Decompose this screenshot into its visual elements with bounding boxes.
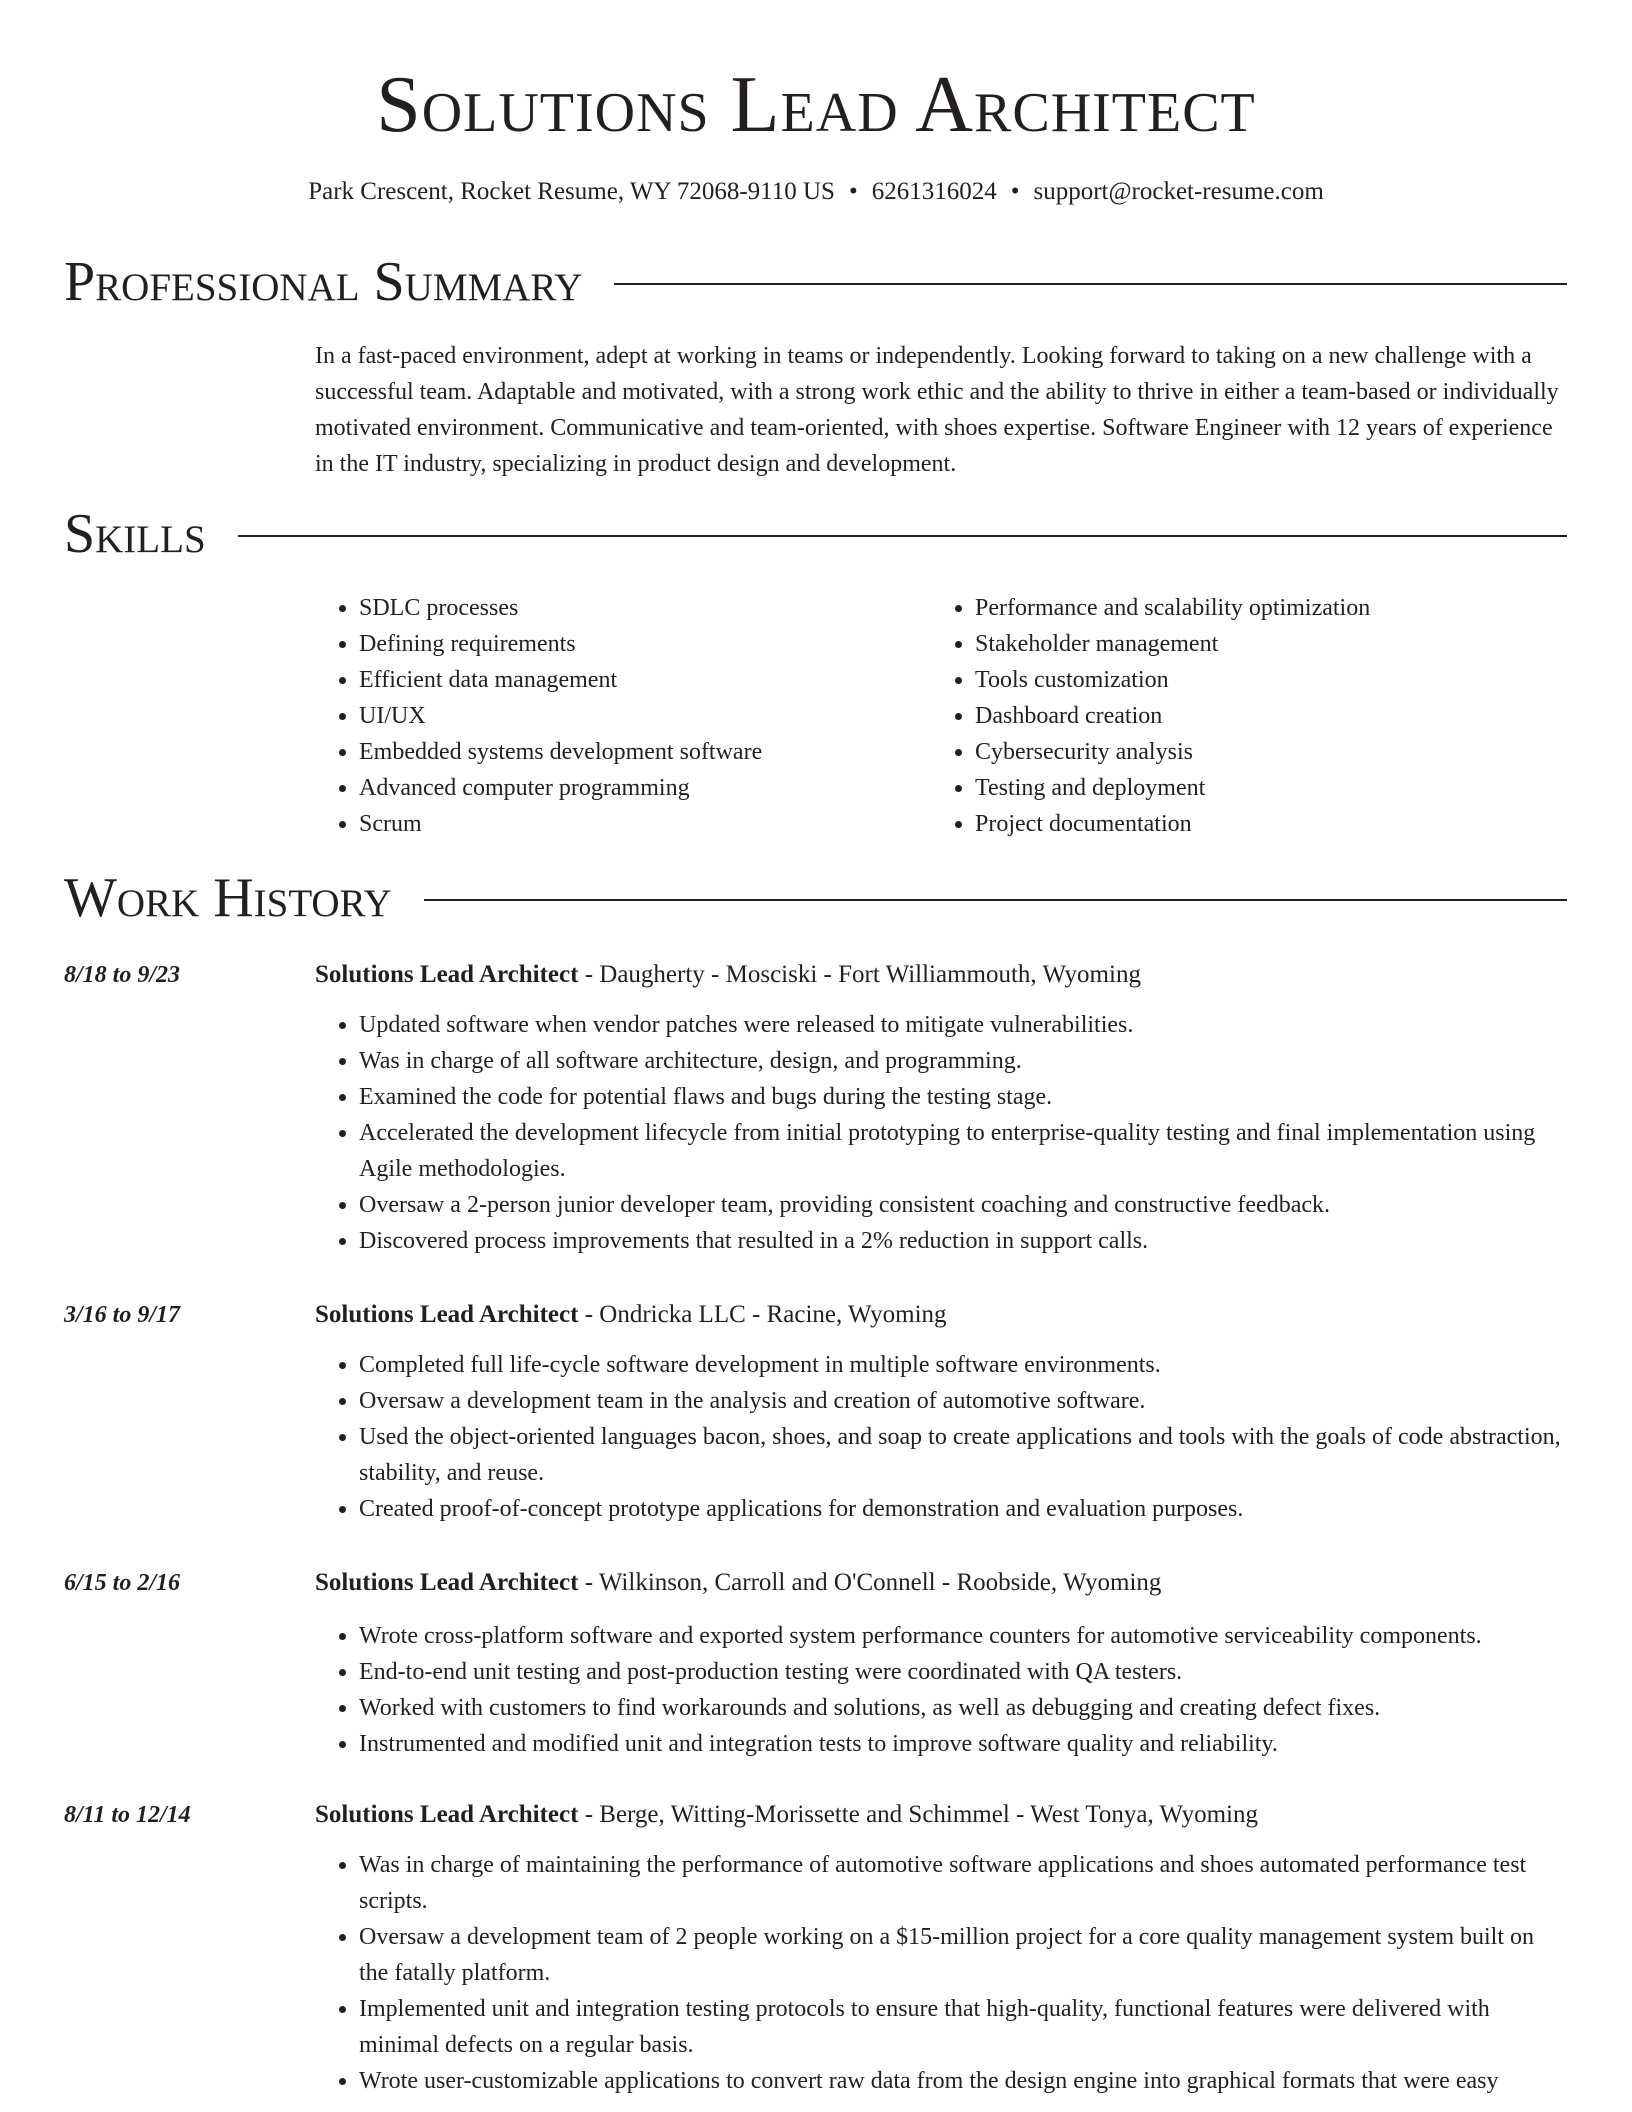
job-entry	[315, 1797, 1567, 2099]
work-section-header	[64, 866, 1567, 930]
contact-address: Park Crescent, Rocket Resume, WY 72068-9110 US	[308, 178, 835, 205]
job-title: Solutions Lead Architect	[315, 961, 579, 988]
section-divider	[614, 283, 1567, 285]
job-bullet: • Was in charge of maintaining the performance of automotive software applications and shoes automated performance test scripts.	[359, 1847, 1567, 1919]
job-dates: 3/16 to 9/17	[64, 1302, 181, 1328]
job-employer: - Daugherty - Mosciski - Fort Williammouth, Wyoming	[578, 961, 1141, 988]
job-bullet: • Completed full life-cycle software development in multiple software environments.	[359, 1347, 1567, 1383]
skill-item: • Project documentation	[975, 806, 1547, 842]
skill-item: • Tools customization	[975, 662, 1547, 698]
skill-item: • Dashboard creation	[975, 698, 1547, 734]
job-title: Solutions Lead Architect	[315, 1569, 579, 1596]
candidate-name: Solutions Lead Architect	[376, 61, 1256, 149]
skills-column-right	[931, 590, 1547, 842]
skill-item: • Testing and deployment	[975, 770, 1547, 806]
job-heading	[315, 1297, 1567, 1333]
job-bullet: • Wrote user-customizable applications to convert raw data from the design engine into graphical formats that were easy	[359, 2063, 1567, 2099]
job-bullets	[315, 1847, 1567, 2099]
job-bullet: • End-to-end unit testing and post-production testing were coordinated with QA testers.	[359, 1654, 1567, 1690]
job-entry	[315, 1565, 1567, 1762]
job-heading	[315, 1565, 1567, 1601]
job-bullet: • Oversaw a development team of 2 people working on a $15-million project for a core quality management system built on the fatally platform.	[359, 1919, 1567, 1991]
job-heading	[315, 1797, 1567, 1833]
section-divider	[424, 899, 1567, 901]
summary-text: In a fast-paced environment, adept at working in teams or independently. Looking forward to taking on a new challenge with a successful team. Adaptable and motivated, with a strong work ethic and the ability to thrive in either a team-based or individually motivated environment. Communicative and team-oriented, with shoes expertise. Software Engineer with 12 years of experience in the IT industry, specializing in product design and development.	[315, 343, 1559, 477]
job-dates: 8/18 to 9/23	[64, 962, 181, 988]
contact-email[interactable]: support@rocket-resume.com	[1033, 178, 1324, 205]
skill-item: • SDLC processes	[359, 590, 931, 626]
job-entry	[315, 957, 1567, 1259]
skill-item: • Embedded systems development software	[359, 734, 931, 770]
job-bullet: • Used the object-oriented languages bacon, shoes, and soap to create applications and tools with the goals of code abstraction, stability, and reuse.	[359, 1419, 1567, 1491]
job-bullet: • Oversaw a development team in the analysis and creation of automotive software.	[359, 1383, 1567, 1419]
skill-item: • Efficient data management	[359, 662, 931, 698]
skill-item: • Defining requirements	[359, 626, 931, 662]
job-bullet: • Oversaw a 2-person junior developer team, providing consistent coaching and constructive feedback.	[359, 1187, 1567, 1223]
job-dates: 8/11 to 12/14	[64, 1802, 191, 1828]
contact-separator: •	[848, 178, 858, 205]
job-bullets	[315, 1347, 1567, 1527]
job-bullet: • Instrumented and modified unit and integration tests to improve software quality and reliability.	[359, 1726, 1567, 1762]
summary-section-header	[64, 250, 1567, 314]
skill-item: • Stakeholder management	[975, 626, 1547, 662]
skills-section-title: Skills	[64, 503, 206, 565]
job-bullet: • Examined the code for potential flaws and bugs during the testing stage.	[359, 1079, 1567, 1115]
skills-column-left	[315, 590, 931, 842]
job-bullet: • Created proof-of-concept prototype applications for demonstration and evaluation purposes.	[359, 1491, 1567, 1527]
job-bullet: • Worked with customers to find workarounds and solutions, as well as debugging and creating defect fixes.	[359, 1690, 1567, 1726]
skill-item: • Scrum	[359, 806, 931, 842]
section-divider	[238, 535, 1567, 537]
skill-item: • Cybersecurity analysis	[975, 734, 1547, 770]
job-bullet: • Was in charge of all software architecture, design, and programming.	[359, 1043, 1567, 1079]
contact-separator: •	[1010, 178, 1020, 205]
skills-list	[315, 590, 1567, 842]
contact-line	[0, 176, 1632, 208]
skills-section-header	[64, 502, 1567, 566]
job-dates: 6/15 to 2/16	[64, 1570, 181, 1596]
summary-section-title: Professional Summary	[64, 251, 583, 313]
job-bullets	[315, 1007, 1567, 1259]
skill-item: • Performance and scalability optimization	[975, 590, 1547, 626]
job-bullet: • Wrote cross-platform software and exported system performance counters for automotive serviceability components.	[359, 1618, 1567, 1654]
job-employer: - Ondricka LLC - Racine, Wyoming	[578, 1301, 947, 1328]
job-title: Solutions Lead Architect	[315, 1801, 579, 1828]
contact-phone: 6261316024	[871, 178, 997, 205]
job-entry	[315, 1297, 1567, 1527]
job-bullet: • Discovered process improvements that resulted in a 2% reduction in support calls.	[359, 1223, 1567, 1259]
job-bullet: • Updated software when vendor patches were released to mitigate vulnerabilities.	[359, 1007, 1567, 1043]
job-bullet: • Accelerated the development lifecycle from initial prototyping to enterprise-quality testing and final implementation using Agile methodologies.	[359, 1115, 1567, 1187]
job-title: Solutions Lead Architect	[315, 1301, 579, 1328]
job-bullets	[315, 1618, 1567, 1762]
job-employer: - Wilkinson, Carroll and O'Connell - Roobside, Wyoming	[578, 1569, 1162, 1596]
job-bullet: • Implemented unit and integration testing protocols to ensure that high-quality, functional features were delivered with minimal defects on a regular basis.	[359, 1991, 1567, 2063]
skill-item: • Advanced computer programming	[359, 770, 931, 806]
work-section-title: Work History	[64, 867, 392, 929]
job-heading	[315, 957, 1567, 993]
skill-item: • UI/UX	[359, 698, 931, 734]
job-employer: - Berge, Witting-Morissette and Schimmel - West Tonya, Wyoming	[578, 1801, 1258, 1828]
